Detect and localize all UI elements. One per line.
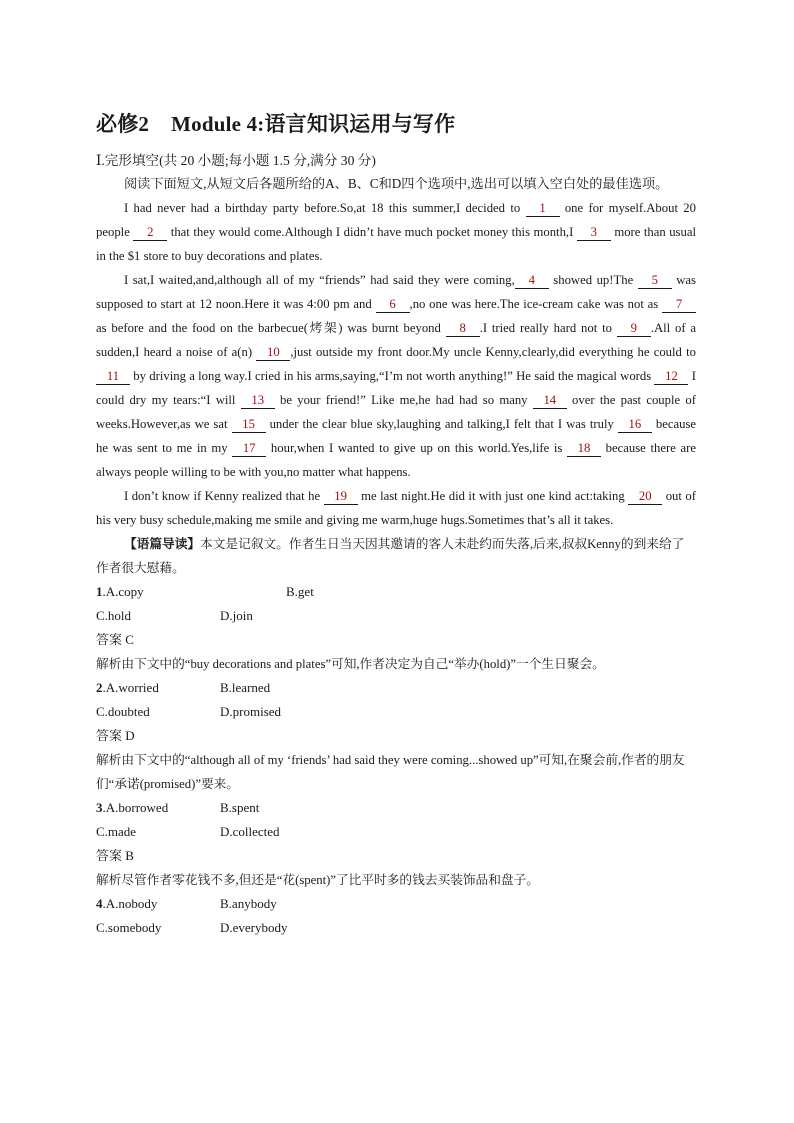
blank-20: 20 — [628, 489, 662, 505]
option-a: .A.nobody — [102, 896, 158, 911]
option-c: C.doubted — [96, 704, 150, 719]
blank-8: 8 — [446, 321, 480, 337]
options-row-cd — [96, 916, 696, 940]
blank-6: 6 — [376, 297, 410, 313]
option-c: C.made — [96, 824, 137, 839]
option-a: .A.worried — [102, 680, 159, 695]
passage-text: over the past couple of weeks.However,as we sat — [96, 393, 696, 431]
option-a: .A.borrowed — [102, 800, 169, 815]
option-c: C.somebody — [96, 920, 162, 935]
passage-text: because he was sent to me in my — [96, 417, 697, 455]
passage-text: .All of a sudden,I heard a noise of a(n) — [96, 321, 697, 359]
options-row-cd — [96, 820, 696, 844]
blank-12: 12 — [654, 369, 688, 385]
passage-text: showed up!The — [548, 273, 638, 287]
option-d: D.join — [220, 608, 253, 623]
passage-text: ,just outside my front door.My uncle Kenny,clearly,did everything he could to — [290, 345, 696, 359]
title-book: 必修2 — [96, 112, 150, 136]
options-row-ab — [96, 796, 696, 820]
option-d: D.everybody — [220, 920, 288, 935]
passage-paragraph-1 — [96, 196, 696, 268]
blank-13: 13 — [241, 393, 275, 409]
guide-text: 本文是记叙文。作者生日当天因其邀请的客人未赴约而失落,后来,叔叔Kenny的到来给了作者很大慰藉。 — [96, 537, 685, 575]
title-module: Module 4:语言知识运用与写作 — [171, 112, 456, 136]
question-number: 3 — [96, 800, 103, 815]
blank-14: 14 — [533, 393, 567, 409]
question-3 — [96, 796, 696, 892]
passage-text: more than usual in the $1 store to buy decorations and plates. — [96, 225, 696, 263]
question-4 — [96, 892, 696, 940]
blank-7: 7 — [662, 297, 696, 313]
blank-2: 2 — [133, 225, 167, 241]
answer: 答案 B — [96, 848, 134, 863]
passage-text: .I tried really hard not to — [479, 321, 617, 335]
options-row-ab — [96, 676, 696, 700]
passage-text: one for myself.About 20 people — [96, 201, 696, 239]
passage-text: ,no one was here.The ice-cream cake was not as — [409, 297, 662, 311]
explanation: 解析由下文中的“although all of my ‘friends’ had said they were coming...showed up”可知,在聚会前,作者的朋友们“承诺(promised)”要来。 — [96, 753, 685, 791]
blank-9: 9 — [617, 321, 651, 337]
question-1 — [96, 580, 696, 676]
blank-10: 10 — [256, 345, 290, 361]
option-b: B.spent — [220, 800, 260, 815]
question-2 — [96, 676, 696, 796]
page-title — [96, 108, 696, 138]
blank-11: 11 — [96, 369, 130, 385]
blank-17: 17 — [232, 441, 266, 457]
blank-18: 18 — [567, 441, 601, 457]
blank-19: 19 — [324, 489, 358, 505]
option-c: C.hold — [96, 608, 132, 623]
option-d: D.promised — [220, 704, 282, 719]
answer: 答案 D — [96, 728, 135, 743]
passage-paragraph-2 — [96, 268, 696, 484]
passage-text: hour,when I wanted to give up on this world.Yes,life is — [266, 441, 567, 455]
option-a: .A.copy — [102, 584, 144, 599]
document-page — [96, 108, 696, 940]
options-row-ab — [96, 892, 696, 916]
blank-3: 3 — [577, 225, 611, 241]
options-row-cd — [96, 700, 696, 724]
passage-text: that they would come.Although I didn’t have much pocket money this month,I — [167, 225, 577, 239]
question-number: 1 — [96, 584, 103, 599]
passage-text: was supposed to start at 12 noon.Here it was 4:00 pm and — [96, 273, 696, 311]
blank-4: 4 — [515, 273, 549, 289]
passage-text: I sat,I waited,and,although all of my “friends” had said they were coming, — [124, 273, 515, 287]
instruction-text: 阅读下面短文,从短文后各题所给的A、B、C和D四个选项中,选出可以填入空白处的最佳选项。 — [124, 176, 669, 191]
options-row-cd — [96, 604, 696, 628]
passage-text: as before and the food on the barbecue(烤架) was burnt beyond — [96, 321, 446, 335]
option-b: B.get — [286, 584, 314, 599]
passage-text: by driving a long way.I cried in his arms,saying,“I’m not worth anything!” He said the magical words — [130, 369, 655, 383]
answer: 答案 C — [96, 632, 134, 647]
passage-guide — [96, 532, 696, 580]
question-number: 4 — [96, 896, 103, 911]
passage-text: because there are always people willing to be with you,no matter what happens. — [96, 441, 696, 479]
passage-paragraph-3 — [96, 484, 696, 532]
option-d: D.collected — [220, 824, 280, 839]
option-b: B.anybody — [220, 896, 277, 911]
explanation: 解析由下文中的“buy decorations and plates”可知,作者决定为自己“举办(hold)”一个生日聚会。 — [96, 657, 605, 671]
blank-15: 15 — [232, 417, 266, 433]
passage-text: under the clear blue sky,laughing and talking,I felt that I was truly — [265, 417, 618, 431]
guide-label: 【语篇导读】 — [124, 537, 201, 551]
blank-5: 5 — [638, 273, 672, 289]
passage-text: I could dry my tears:“I will — [96, 369, 696, 407]
question-number: 2 — [96, 680, 103, 695]
passage-text: me last night.He did it with just one kind act:taking — [357, 489, 629, 503]
passage-text: I had never had a birthday party before.So,at 18 this summer,I decided to — [124, 201, 526, 215]
section-heading: Ⅰ.完形填空(共 20 小题;每小题 1.5 分,满分 30 分) — [96, 153, 376, 168]
blank-16: 16 — [618, 417, 652, 433]
passage-text: I don’t know if Kenny realized that he — [124, 489, 324, 503]
passage-text: be your friend!” Like me,he had had so many — [274, 393, 533, 407]
passage-text: out of his very busy schedule,making me smile and giving me warm,huge hugs.Sometimes that’s all it takes. — [96, 489, 696, 527]
blank-1: 1 — [526, 201, 560, 217]
options-row-ab — [96, 580, 696, 604]
option-b: B.learned — [220, 680, 271, 695]
explanation: 解析尽管作者零花钱不多,但还是“花(spent)”了比平时多的钱去买装饰品和盘子。 — [96, 873, 539, 887]
